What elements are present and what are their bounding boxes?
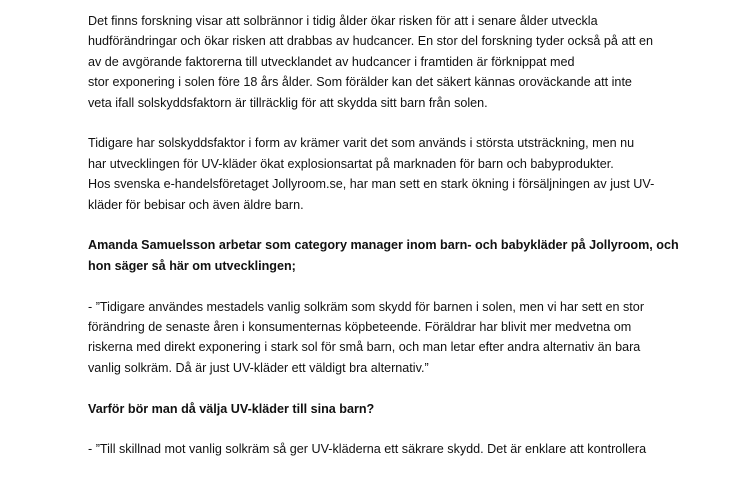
paragraph-question-heading xyxy=(88,399,728,419)
text-line: vanlig solkräm. Då är just UV-kläder ett väldigt bra alternativ.” xyxy=(88,360,429,375)
document-body xyxy=(88,11,728,480)
text-line: - ”Till skillnad mot vanlig solkräm så ger UV-kläderna ett säkrare skydd. Det är enklare att kontrollera xyxy=(88,442,647,457)
text-line: har utvecklingen för UV-kläder ökat explosionsartat på marknaden för barn och babyprodukter. xyxy=(88,156,614,171)
text-line: kläder för bebisar och även äldre barn. xyxy=(88,197,304,212)
paragraph-quote xyxy=(88,297,728,379)
text-line: hon säger så här om utvecklingen; xyxy=(88,258,296,273)
text-line: Tidigare har solskyddsfaktor i form av krämer varit det som används i största utsträckning, men nu xyxy=(88,136,635,151)
text-line: Det finns forskning visar att solbrännor i tidig ålder ökar risken för att i senare ålder utveckla xyxy=(88,14,598,28)
paragraph-uv-clothing-trend xyxy=(88,133,728,215)
paragraph-quote-intro xyxy=(88,235,728,276)
text-line: veta ifall solskyddsfaktorn är tillräcklig för att skydda sitt barn från solen. xyxy=(88,95,488,110)
text-line: av de avgörande faktorerna till utvecklandet av hudcancer i framtiden är förknippat med xyxy=(88,54,575,69)
text-line: Varför bör man då välja UV-kläder till sina barn? xyxy=(88,401,375,416)
text-line: riskerna med direkt exponering i stark sol för små barn, och man letar efter andra alternativ än bara xyxy=(88,340,641,355)
text-line: - ”Tidigare användes mestadels vanlig solkräm som skydd för barnen i solen, men vi har sett en stor xyxy=(88,299,645,314)
paragraph-sunburn-research xyxy=(88,11,728,113)
text-line: Amanda Samuelsson arbetar som category manager inom barn- och babykläder på Jollyroom, och xyxy=(88,238,679,253)
text-line: stor exponering i solen före 18 års ålder. Som förälder kan det säkert kännas oroväckande att inte xyxy=(88,75,632,90)
text-line: förändring de senaste åren i konsumenternas köpbeteende. Föräldrar har blivit mer medvetna om xyxy=(88,320,632,335)
paragraph-answer xyxy=(88,439,728,459)
text-line: hudförändringar och ökar risken att drabbas av hudcancer. En stor del forskning tyder också på att en xyxy=(88,34,653,49)
text-line: Hos svenska e-handelsföretaget Jollyroom.se, har man sett en stark ökning i försäljningen av just UV- xyxy=(88,177,655,192)
